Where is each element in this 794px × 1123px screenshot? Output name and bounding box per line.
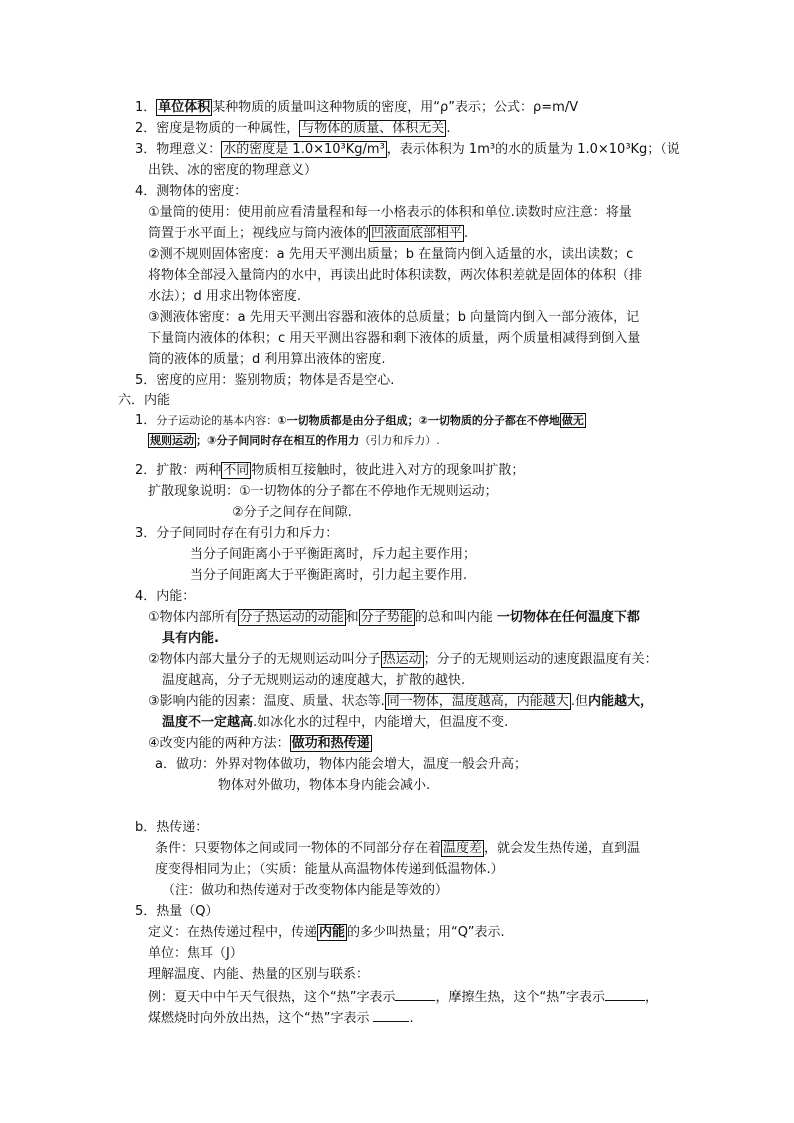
force-line-2: 当分子间距离大于平衡距离时，引力起主要作用. xyxy=(190,568,468,583)
item-number: 4． xyxy=(135,589,157,604)
item-number: 3． xyxy=(135,142,157,157)
item-number: 2． xyxy=(135,121,157,136)
internal-energy-item-1-l2 xyxy=(148,432,440,450)
item-number: 1． xyxy=(135,100,157,115)
factors-l2 xyxy=(162,714,508,732)
punct: . xyxy=(446,121,451,136)
internal-energy-item-4 xyxy=(135,588,195,606)
item-text: 内能： xyxy=(156,589,196,604)
energy-def-l1 xyxy=(148,609,640,627)
item-text: 测物体的密度： xyxy=(156,184,248,199)
answer-blank[interactable] xyxy=(605,987,645,1001)
item-text: .但 xyxy=(570,694,588,709)
item-text: 密度的应用：鉴别物质；物体是否是空心. xyxy=(156,373,395,388)
change-methods xyxy=(148,735,372,753)
boxed-term: 不同 xyxy=(223,463,250,478)
item-text: 分子运动论的基本内容： xyxy=(156,414,278,427)
work-l2: 物体对外做功，物体本身内能会减小. xyxy=(218,778,431,793)
item-text: ①物体内部所有 xyxy=(148,610,238,625)
heat-unit: 单位：焦耳（J） xyxy=(148,946,243,961)
boxed-term: 温度差 xyxy=(443,841,483,856)
bold-text: 一切物体在任何温度下都 xyxy=(496,610,640,625)
solid-density-l1: ②测不规则固体密度：a 先用天平测出质量；b 在量筒内倒入适量的水，读出读数；c xyxy=(148,247,634,262)
item-text: ④改变内能的两种方法： xyxy=(148,736,290,751)
thermal-motion-l2: 温度越高，分子无规则运动的速度越大，扩散的越快. xyxy=(162,673,466,688)
boxed-term: 与物体的质量、体积无关 xyxy=(301,121,445,136)
internal-energy-item-3 xyxy=(135,525,338,543)
answer-blank[interactable] xyxy=(395,987,435,1001)
example-line-2 xyxy=(148,1008,414,1028)
item-text: ，表示体积为 1m³的水的质量为 1.0×10³Kg；（说 xyxy=(386,142,680,157)
boxed-term: 做无 xyxy=(561,414,584,427)
understand-heading: 理解温度、内能、热量的区别与联系： xyxy=(148,967,370,982)
liquid-density-l1: ③测液体密度：a 先用天平测出容器和液体的总质量；b 向量筒内倒入一部分液体，记 xyxy=(148,310,640,325)
item-text: ②物体内部大量分子的无规则运动叫分子 xyxy=(148,652,381,667)
density-item-3 xyxy=(135,141,680,159)
item-text: 热量（Q） xyxy=(156,904,219,919)
measure-cylinder-l2 xyxy=(148,225,468,243)
density-item-4 xyxy=(135,183,247,201)
item-text: 例：夏天中中午天气很热，这个“热”字表示 xyxy=(148,990,396,1005)
item-number: 4． xyxy=(135,184,157,199)
heat-transfer-l1 xyxy=(155,840,640,858)
energy-def-l2: 具有内能. xyxy=(162,631,219,646)
boxed-term: 分子势能 xyxy=(360,610,413,625)
item-number: 5． xyxy=(135,373,157,388)
item-text: .如冰化水的过程中，内能增大，但温度不变. xyxy=(253,715,509,730)
item-text: 的总和叫内能 xyxy=(414,610,497,625)
item-text: 密度是物质的一种属性， xyxy=(156,121,300,136)
heat-transfer-note: （注：做功和热传递对于改变物体内能是等效的） xyxy=(162,883,449,898)
density-item-1 xyxy=(135,99,578,117)
item-text: 物质相互接触时，彼此进入对方的现象叫扩散； xyxy=(251,463,525,478)
density-item-3-line2: 出铁、冰的密度的物理意义） xyxy=(148,163,318,178)
item-number: 2． xyxy=(135,463,157,478)
item-text: 煤燃烧时向外放出热，这个“热”字表示 xyxy=(148,1011,370,1026)
diffusion-explain-l2: ②分子之间存在间隙. xyxy=(232,505,352,520)
item-text: ；分子的无规则运动的速度跟温度有关： xyxy=(423,652,658,667)
internal-energy-item-1 xyxy=(135,412,586,430)
heat-transfer-l2: 度变得相同为止；（实质：能量从高温物体传递到低温物体.） xyxy=(155,862,504,877)
force-line-1: 当分子间距离小于平衡距离时，斥力起主要作用； xyxy=(190,547,477,562)
boxed-term: 分子热运动的动能 xyxy=(239,610,344,625)
heat-transfer-title: b．热传递： xyxy=(135,820,209,835)
item-text: ，摩擦生热，这个“热”字表示 xyxy=(435,990,605,1005)
density-item-2 xyxy=(135,120,450,138)
thermal-motion-l1 xyxy=(148,651,658,669)
item-text: 某种物质的质量叫这种物质的密度，用“ρ”表示；公式：ρ=m/V xyxy=(212,100,579,115)
punct: . xyxy=(464,226,469,241)
boxed-term: 热运动 xyxy=(382,652,422,667)
section-heading: 六．内能 xyxy=(118,393,171,408)
item-number: 3． xyxy=(135,526,157,541)
boxed-term: 水的密度是 1.0×10³Kg/m³ xyxy=(223,142,385,157)
answer-blank[interactable] xyxy=(373,1008,409,1022)
boxed-term: 做功和热传递 xyxy=(291,736,370,751)
item-text: 筒置于水平面上；视线应与筒内液体的 xyxy=(148,226,370,241)
boxed-term: 凹液面底部相平 xyxy=(371,226,463,241)
factors-l1 xyxy=(148,693,653,711)
boxed-term: 规则运动 xyxy=(150,434,194,447)
item-text: 和 xyxy=(345,610,359,625)
solid-density-l3: 水法）；d 用求出物体密度. xyxy=(148,289,302,304)
item-text: 的多少叫热量；用“Q”表示. xyxy=(347,925,505,940)
bold-text: 温度不一定越高 xyxy=(162,715,254,730)
item-text: 定义：在热传递过程中，传递 xyxy=(148,925,318,940)
diffusion-explain-l1: 扩散现象说明：①一切物体的分子都在不停地作无规则运动； xyxy=(148,484,498,499)
liquid-density-l3: 筒的液体的质量；d 利用算出液体的密度. xyxy=(148,352,386,367)
boxed-term: 内能 xyxy=(319,925,346,940)
item-text: 分子间同时存在有引力和斥力： xyxy=(156,526,339,541)
bold-text: ①一切物质都是由分子组成；②一切物质的分子都在不停地 xyxy=(277,414,560,427)
item-text: 条件：只要物体之间或同一物体的不同部分存在着 xyxy=(155,841,442,856)
item-text: 扩散：两种 xyxy=(156,463,222,478)
liquid-density-l2: 下量筒内液体的体积；c 用天平测出容器和剩下液体的质量，两个质量相减得到倒入量 xyxy=(148,331,641,346)
density-item-5 xyxy=(135,372,394,390)
boxed-term: 同一物体，温度越高，内能越大 xyxy=(386,694,569,709)
item-text: 物理意义： xyxy=(156,142,222,157)
work-l1: a．做功：外界对物体做功，物体内能会增大，温度一般会升高； xyxy=(155,757,527,772)
punct: . xyxy=(409,1011,414,1026)
item-text: （引力和斥力）. xyxy=(359,434,440,447)
bold-text: 内能越大， xyxy=(587,694,653,709)
boxed-term: 单位体积 xyxy=(158,100,211,115)
internal-energy-item-2 xyxy=(135,462,524,480)
bold-text: ；③分子间同时存在相互的作用力 xyxy=(196,434,360,447)
item-number: 1． xyxy=(135,413,157,428)
measure-cylinder-l1: ①量筒的使用：使用前应看清量程和每一小格表示的体积和单位.读数时应注意：将量 xyxy=(148,205,632,220)
item-text: ③影响内能的因素：温度、质量、状态等. xyxy=(148,694,385,709)
example-line-1 xyxy=(148,987,658,1007)
item-number: 5． xyxy=(135,904,157,919)
internal-energy-item-5 xyxy=(135,903,219,921)
heat-definition xyxy=(148,924,505,942)
item-text: ， xyxy=(644,990,658,1005)
item-text: ，就会发生热传递，直到温 xyxy=(484,841,641,856)
solid-density-l2: 将物体全部浸入量筒内的水中，再读出此时体积读数，两次体积差就是固体的体积（排 xyxy=(148,268,643,283)
